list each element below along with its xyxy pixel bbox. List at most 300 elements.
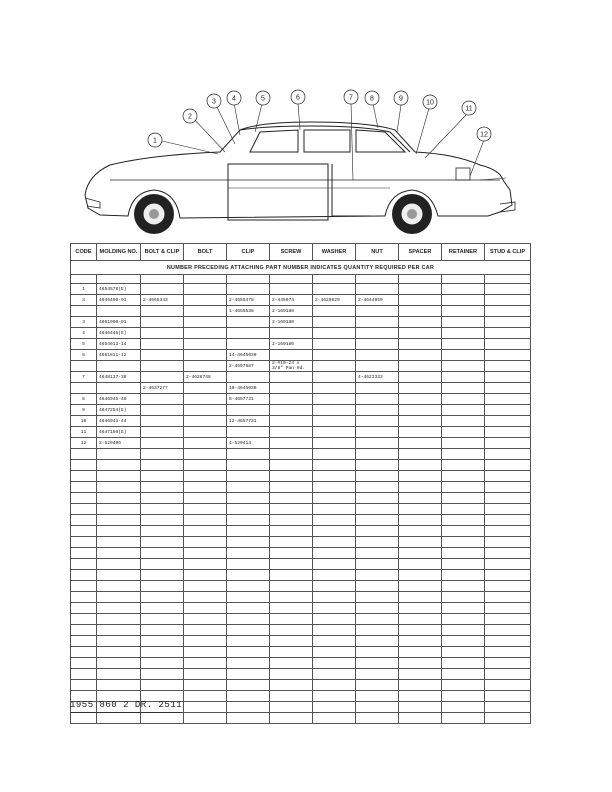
table-cell (313, 570, 356, 581)
table-cell (356, 559, 399, 570)
table-cell (442, 284, 485, 295)
table-cell (141, 603, 184, 614)
header-clip: CLIP (227, 244, 270, 261)
table-cell (141, 493, 184, 504)
table-cell (313, 614, 356, 625)
table-cell: 9 (71, 405, 97, 416)
table-cell (313, 603, 356, 614)
table-cell (485, 438, 531, 449)
table-cell (71, 306, 97, 317)
table-cell (270, 383, 313, 394)
table-cell (184, 405, 227, 416)
table-cell (184, 438, 227, 449)
table-cell (399, 284, 442, 295)
header-bolt-clip: BOLT & CLIP (141, 244, 184, 261)
table-cell: 10 (71, 416, 97, 427)
table-cell (485, 504, 531, 515)
table-cell (485, 350, 531, 361)
table-cell (313, 636, 356, 647)
table-cell (184, 515, 227, 526)
table-cell: 2-4655478 (227, 295, 270, 306)
table-row (71, 295, 531, 306)
table-cell (71, 515, 97, 526)
table-cell (442, 350, 485, 361)
table-cell (313, 317, 356, 328)
table-cell (270, 460, 313, 471)
table-cell (97, 625, 141, 636)
table-cell: 4647254(E) (97, 405, 141, 416)
table-cell (356, 482, 399, 493)
table-cell: 4661990-91 (97, 317, 141, 328)
table-cell (141, 647, 184, 658)
table-cell (97, 361, 141, 372)
table-cell (227, 636, 270, 647)
table-cell (485, 581, 531, 592)
table-cell (97, 449, 141, 460)
callout-10 (423, 95, 437, 109)
table-cell (399, 438, 442, 449)
callout-7 (344, 90, 358, 104)
table-cell (270, 526, 313, 537)
table-cell (227, 592, 270, 603)
table-cell (356, 669, 399, 680)
table-row (71, 471, 531, 482)
table-cell (442, 713, 485, 724)
table-cell (227, 317, 270, 328)
table-cell (227, 559, 270, 570)
table-cell (485, 306, 531, 317)
table-cell (141, 284, 184, 295)
table-cell (270, 328, 313, 339)
header-molding-no: MOLDING NO. (97, 244, 141, 261)
table-cell (270, 691, 313, 702)
table-cell (141, 372, 184, 383)
table-cell (313, 383, 356, 394)
table-cell (227, 691, 270, 702)
table-cell (184, 460, 227, 471)
table-cell (442, 339, 485, 350)
table-cell (270, 438, 313, 449)
table-cell (71, 636, 97, 647)
table-row (71, 350, 531, 361)
table-cell (270, 416, 313, 427)
table-cell: 5 (71, 339, 97, 350)
table-cell (399, 713, 442, 724)
table-cell (270, 658, 313, 669)
table-cell (485, 427, 531, 438)
table-cell: 4647160(E) (97, 427, 141, 438)
table-row (71, 636, 531, 647)
front-wheel (134, 194, 174, 234)
table-cell (485, 284, 531, 295)
table-cell (485, 559, 531, 570)
callout-leaders (162, 103, 484, 180)
table-cell (399, 471, 442, 482)
table-cell (485, 339, 531, 350)
table-cell: 8-4657731 (227, 394, 270, 405)
table-cell (227, 713, 270, 724)
table-cell (399, 592, 442, 603)
table-cell (356, 680, 399, 691)
table-cell (71, 449, 97, 460)
header-screw: SCREW (270, 244, 313, 261)
car-illustration (60, 80, 550, 240)
table-cell (184, 614, 227, 625)
table-cell (399, 680, 442, 691)
table-cell (442, 471, 485, 482)
svg-text:5: 5 (261, 95, 265, 103)
table-cell (442, 383, 485, 394)
table-cell (141, 548, 184, 559)
table-cell (71, 603, 97, 614)
header-retainer: RETAINER (442, 244, 485, 261)
table-cell (485, 449, 531, 460)
table-cell: 14-4645030 (227, 350, 270, 361)
table-cell (485, 570, 531, 581)
table-cell: 4654578(E) (97, 284, 141, 295)
table-cell (356, 416, 399, 427)
table-cell (270, 449, 313, 460)
table-cell (313, 559, 356, 570)
table-row (71, 526, 531, 537)
table-cell (270, 559, 313, 570)
table-row (71, 394, 531, 405)
table-cell (227, 427, 270, 438)
table-cell (313, 625, 356, 636)
table-cell (184, 691, 227, 702)
callout-12 (477, 127, 491, 141)
table-cell (141, 405, 184, 416)
table-cell (485, 614, 531, 625)
table-cell (97, 460, 141, 471)
table-cell (141, 438, 184, 449)
callout-8 (365, 91, 379, 105)
table-cell (442, 416, 485, 427)
table-cell (313, 526, 356, 537)
table-cell (184, 537, 227, 548)
table-cell: 2-4637277 (141, 383, 184, 394)
table-cell (313, 537, 356, 548)
table-cell (356, 504, 399, 515)
table-row (71, 339, 531, 350)
table-cell (313, 372, 356, 383)
table-cell (270, 405, 313, 416)
table-cell (184, 680, 227, 691)
table-cell: 4 (71, 328, 97, 339)
table-cell (356, 317, 399, 328)
table-cell (270, 669, 313, 680)
table-cell (442, 328, 485, 339)
table-cell (71, 504, 97, 515)
table-cell (71, 493, 97, 504)
table-cell (184, 339, 227, 350)
table-cell (227, 284, 270, 295)
table-cell: 4648137-38 (97, 372, 141, 383)
header-bolt: BOLT (184, 244, 227, 261)
table-cell: 3 (71, 317, 97, 328)
table-cell (313, 691, 356, 702)
table-cell (184, 449, 227, 460)
table-cell (442, 427, 485, 438)
table-cell (399, 449, 442, 460)
table-cell (141, 559, 184, 570)
table-cell (356, 614, 399, 625)
table-cell (184, 350, 227, 361)
table-cell (356, 625, 399, 636)
table-cell (356, 713, 399, 724)
table-cell (97, 658, 141, 669)
table-cell (313, 548, 356, 559)
table-cell (184, 427, 227, 438)
table-cell: 4661811-12 (97, 350, 141, 361)
table-cell (442, 647, 485, 658)
table-cell (442, 526, 485, 537)
table-row (71, 713, 531, 724)
header-code: CODE (71, 244, 97, 261)
table-cell: 2-445974 (270, 295, 313, 306)
table-row (71, 603, 531, 614)
table-cell (227, 339, 270, 350)
table-cell (270, 647, 313, 658)
table-cell (313, 361, 356, 372)
table-row (71, 647, 531, 658)
header-washer: WASHER (313, 244, 356, 261)
table-cell (356, 603, 399, 614)
table-cell (270, 471, 313, 482)
table-cell (71, 482, 97, 493)
table-row (71, 328, 531, 339)
table-cell: 1-4655538 (227, 306, 270, 317)
table-cell (399, 702, 442, 713)
table-cell (270, 350, 313, 361)
table-row (71, 372, 531, 383)
table-cell (399, 460, 442, 471)
svg-text:11: 11 (465, 105, 473, 113)
table-cell (184, 647, 227, 658)
table-cell (442, 537, 485, 548)
table-cell (184, 658, 227, 669)
callout-9 (394, 91, 408, 105)
table-cell (141, 636, 184, 647)
table-cell (399, 548, 442, 559)
table-row (71, 548, 531, 559)
svg-text:7: 7 (349, 94, 353, 102)
table-cell (141, 515, 184, 526)
table-cell: 2-4629829 (313, 295, 356, 306)
table-cell: 2-169180 (270, 339, 313, 350)
table-header (71, 244, 531, 261)
table-cell (71, 713, 97, 724)
table-cell (141, 394, 184, 405)
table-cell (399, 328, 442, 339)
table-cell (184, 416, 227, 427)
table-cell (485, 592, 531, 603)
table-cell (97, 383, 141, 394)
table-cell (356, 339, 399, 350)
table-cell (270, 493, 313, 504)
table-cell (184, 713, 227, 724)
callout-1 (148, 133, 162, 147)
table-cell (399, 350, 442, 361)
table-cell (227, 482, 270, 493)
table-cell (227, 614, 270, 625)
table-cell (485, 548, 531, 559)
table-cell (442, 372, 485, 383)
table-cell (141, 339, 184, 350)
table-cell (270, 504, 313, 515)
table-cell (184, 548, 227, 559)
table-cell (313, 405, 356, 416)
table-cell (270, 713, 313, 724)
table-cell (313, 713, 356, 724)
table-cell (356, 394, 399, 405)
svg-text:12: 12 (480, 131, 488, 139)
table-cell (71, 647, 97, 658)
table-cell: 12-4657731 (227, 416, 270, 427)
table-cell: 4654013-14 (97, 339, 141, 350)
table-row (71, 449, 531, 460)
table-cell (184, 592, 227, 603)
table-cell (399, 537, 442, 548)
table-cell (442, 515, 485, 526)
table-cell (141, 570, 184, 581)
table-cell (442, 559, 485, 570)
table-cell (97, 614, 141, 625)
table-cell (313, 449, 356, 460)
table-cell (485, 526, 531, 537)
table-cell: 4-520414 (227, 438, 270, 449)
table-cell (442, 680, 485, 691)
svg-text:3: 3 (212, 98, 216, 106)
table-cell (485, 647, 531, 658)
table-cell (356, 306, 399, 317)
table-cell: 2-520406 (97, 438, 141, 449)
callout-6 (291, 90, 305, 104)
table-cell (141, 361, 184, 372)
table-cell (184, 383, 227, 394)
table-cell (356, 658, 399, 669)
table-cell (313, 515, 356, 526)
table-cell (356, 438, 399, 449)
table-cell (227, 372, 270, 383)
table-cell (141, 471, 184, 482)
table-cell (270, 614, 313, 625)
table-cell (227, 603, 270, 614)
table-cell (485, 328, 531, 339)
table-cell (442, 460, 485, 471)
table-cell (97, 636, 141, 647)
table-cell (399, 526, 442, 537)
table-cell (485, 394, 531, 405)
table-cell (313, 339, 356, 350)
table-cell (485, 625, 531, 636)
callout-5 (256, 91, 270, 105)
table-cell (313, 416, 356, 427)
table-cell (141, 658, 184, 669)
table-cell (270, 702, 313, 713)
table-cell (442, 482, 485, 493)
table-cell (442, 581, 485, 592)
table-cell (399, 647, 442, 658)
table-cell (313, 284, 356, 295)
table-cell (141, 449, 184, 460)
table-cell (71, 592, 97, 603)
table-body (71, 284, 531, 724)
table-row (71, 493, 531, 504)
table-cell (442, 625, 485, 636)
table-cell (399, 339, 442, 350)
table-cell (485, 295, 531, 306)
table-cell (71, 537, 97, 548)
table-cell (356, 350, 399, 361)
table-cell (399, 427, 442, 438)
table-cell (442, 548, 485, 559)
table-cell (356, 493, 399, 504)
table-cell (141, 416, 184, 427)
table-cell (141, 460, 184, 471)
svg-text:10: 10 (426, 99, 434, 107)
table-cell (270, 284, 313, 295)
table-cell (141, 581, 184, 592)
table-cell (97, 559, 141, 570)
table-row (71, 515, 531, 526)
table-cell: 2-4607687 (227, 361, 270, 372)
table-cell (184, 284, 227, 295)
table-cell (356, 405, 399, 416)
table-cell (97, 526, 141, 537)
table-cell (227, 548, 270, 559)
table-cell (71, 383, 97, 394)
table-cell (227, 570, 270, 581)
table-cell (227, 405, 270, 416)
table-cell (313, 669, 356, 680)
table-cell (227, 669, 270, 680)
table-cell (442, 702, 485, 713)
table-cell (313, 493, 356, 504)
table-cell: 4646490-91 (97, 295, 141, 306)
table-cell (71, 581, 97, 592)
table-cell (442, 405, 485, 416)
table-cell: 2-169180 (270, 317, 313, 328)
table-cell (442, 493, 485, 504)
table-cell (356, 592, 399, 603)
table-cell (71, 548, 97, 559)
table-row (71, 284, 531, 295)
table-cell (313, 702, 356, 713)
table-cell (485, 636, 531, 647)
table-cell (442, 504, 485, 515)
table-cell (442, 636, 485, 647)
table-cell (356, 702, 399, 713)
table-cell (485, 482, 531, 493)
table-cell (141, 526, 184, 537)
table-cell (184, 581, 227, 592)
table-cell (356, 515, 399, 526)
table-cell (399, 515, 442, 526)
table-cell (485, 669, 531, 680)
table-cell (270, 592, 313, 603)
svg-text:1: 1 (153, 137, 157, 145)
table-cell (313, 471, 356, 482)
table-cell (227, 647, 270, 658)
table-cell (270, 625, 313, 636)
table-cell (399, 416, 442, 427)
table-row (71, 504, 531, 515)
callout-11 (462, 101, 476, 115)
table-cell (71, 471, 97, 482)
table-cell (270, 394, 313, 405)
table-cell (141, 306, 184, 317)
